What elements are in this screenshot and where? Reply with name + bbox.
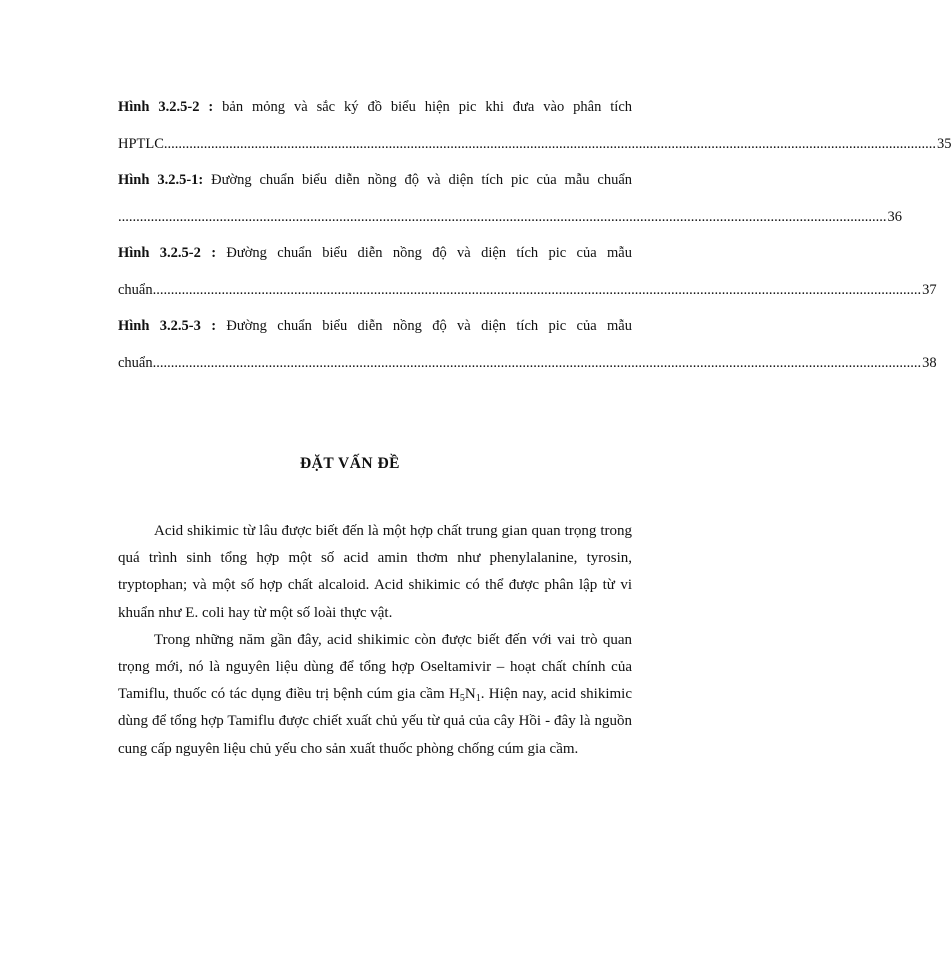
figure-separator: : [200,318,227,334]
section-body [118,518,632,763]
dot-leader: .................................................................................................................................................................................................................... [152,354,922,371]
paragraph-text: Trong những năm gần đây, acid shikimic còn được biết đến với vai trò quan trọng mới, nó là nguyên liệu dùng để tổng hợp Oseltamivir – hoạt chất chính của Tamiflu, thuốc có tác dụng điều trị bệnh cúm gia cầm H [118,631,632,703]
paragraph: Acid shikimic từ lâu được biết đến là một hợp chất trung gian quan trọng trong quá trình sinh tổng hợp một số acid amin thơm như phenylalanine, tyrosin, tryptophan; và một số hợp chất alcaloid. Acid shikimic có thể được phân lập từ vi khuẩn như E. coli hay từ một số loài thực vật. [118,523,632,621]
figure-label: Hình 3.2.5-3 [118,318,201,334]
figure-caption: Đường chuẩn biểu diễn nồng độ và diện tích pic của mẫu [226,245,632,261]
toc-entry-leader-line [118,204,902,241]
subscript: 5 [459,693,465,705]
page-number: 35 [937,135,952,152]
figure-caption-continuation: chuẩn [118,281,153,298]
figure-label: Hình 3.2.5-2 [118,99,200,115]
toc-entry-leader-line [118,277,937,314]
page-number: 36 [887,208,902,225]
figure-caption-continuation: HPTLC. [118,135,168,152]
figure-label: Hình 3.2.5-2 [118,245,201,261]
dot-leader: .................................................................................................................................................................................................................... [118,208,887,225]
toc-entry-line [118,313,632,350]
figure-caption: Đường chuẩn biểu diễn nồng độ và diện tích pic của mẫu chuẩn [211,172,633,188]
toc-entry-line [118,94,632,131]
figure-separator [203,172,211,188]
figure-separator: : [200,245,227,261]
toc-entry-line [118,240,632,277]
section-heading: ĐẶT VẤN ĐỀ [299,455,401,472]
toc-entry [118,94,952,167]
figure-label: Hình 3.2.5-1: [118,172,204,188]
toc-entry [118,240,937,313]
dot-leader: .................................................................................................................................................................................................................... [152,281,922,298]
figure-caption: bản mỏng và sắc ký đồ biểu hiện pic khi đưa vào phân tích [222,99,633,115]
toc-entry [118,167,902,240]
toc-entry-leader-line [118,350,937,387]
figure-caption: Đường chuẩn biểu diễn nồng độ và diện tích pic của mẫu [226,318,632,334]
toc-entry-leader-line [118,131,952,168]
dot-leader: .................................................................................................................................................................................................................... [167,135,937,152]
toc-entry-line [118,167,632,204]
paragraph-text: . Hiện nay, acid shikimic dùng để tổng hợp Tamiflu được chiết xuất chủ yếu từ quả của cây Hồi - đây là nguồn cung cấp nguyên liệu chủ yếu cho sản xuất thuốc phòng chống cúm gia cầm. [118,686,632,757]
table-of-figures [118,94,952,386]
toc-entry [118,313,937,386]
figure-caption-continuation: chuẩn [118,354,153,371]
page-number: 37 [922,281,937,298]
page-number: 38 [922,354,937,371]
paragraph [118,627,632,763]
paragraph-text: N [464,686,476,703]
subscript: 1 [475,693,481,705]
figure-separator: : [199,99,223,115]
